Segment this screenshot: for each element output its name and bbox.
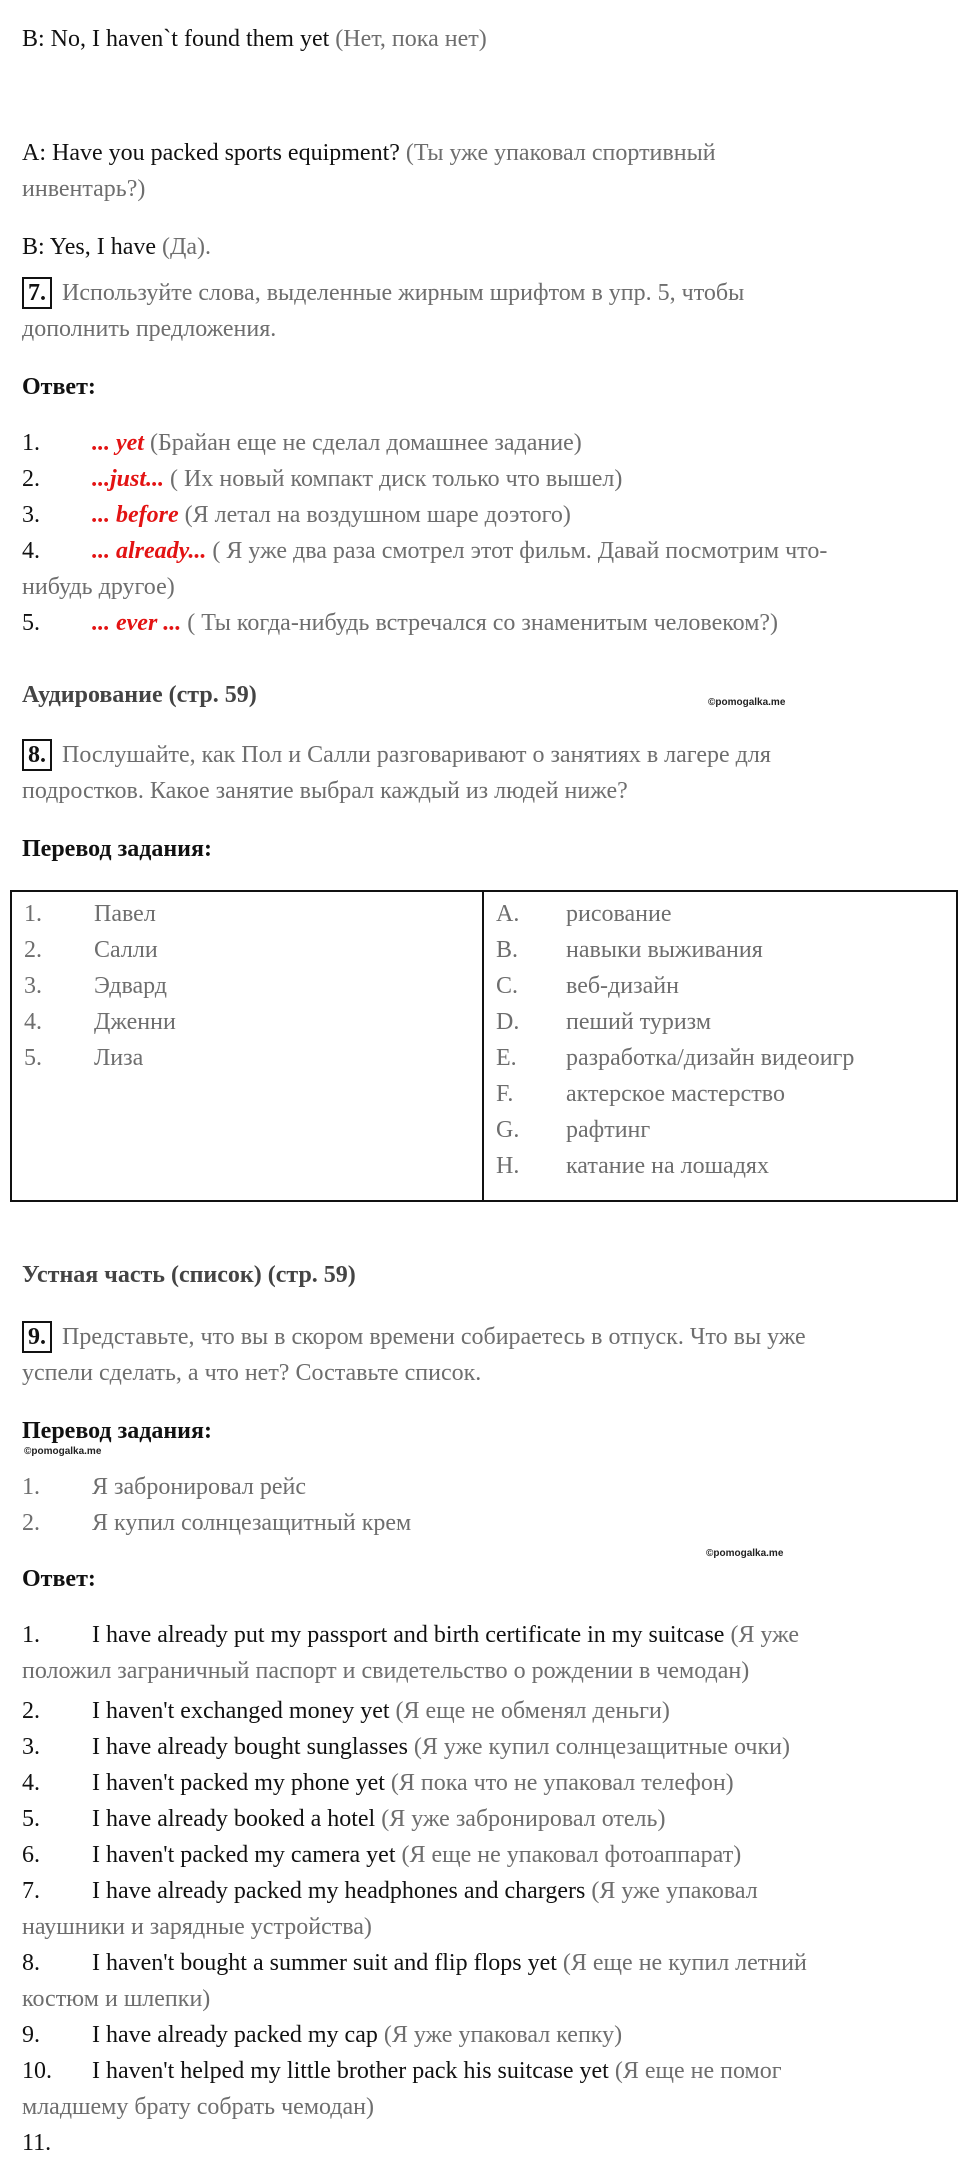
- dialog-a-en: A: Have you packed sports equipment?: [22, 140, 400, 166]
- person-row: [12, 1040, 482, 1076]
- activity-row: [484, 932, 956, 968]
- ex7-item-3: [22, 498, 571, 532]
- answer-number: 4.: [22, 1770, 40, 1796]
- item-number: 5.: [22, 610, 40, 636]
- item-number: 3.: [22, 502, 40, 528]
- item-number: 1.: [22, 430, 40, 456]
- dialog-b2-en: B: Yes, I have: [22, 234, 157, 260]
- person-name: Лиза: [94, 1045, 144, 1071]
- answer-number: 1.: [22, 1622, 40, 1648]
- ex9-answer-label: Ответ:: [22, 1566, 96, 1592]
- dialog-a-ru: (Ты уже упаковал спортивный: [405, 140, 716, 166]
- answer-en: I have already packed my headphones and chargers: [92, 1878, 586, 1904]
- answer-ru: (Я пока что не упаковал телефон): [390, 1770, 734, 1796]
- activity-row: [484, 896, 956, 932]
- people-column: [11, 891, 483, 1201]
- ex7-instruction-line: [22, 276, 744, 310]
- answer-ru: (Я еще не купил летний: [562, 1950, 807, 1976]
- ex9-translation-item-2: [22, 1506, 411, 1540]
- answer-en: I have already booked a hotel: [92, 1806, 376, 1832]
- person-name: Павел: [94, 901, 156, 927]
- activity-row: [484, 1040, 956, 1076]
- ex9-answer-7: [22, 1874, 758, 1908]
- activity-name: веб-дизайн: [566, 973, 679, 999]
- ex9-answer-10: [22, 2054, 782, 2088]
- ex9-answer-5: [22, 1802, 665, 1836]
- answer-number: 10.: [22, 2058, 52, 2084]
- activity-letter: C.: [496, 973, 519, 999]
- person-number: 4.: [24, 1009, 42, 1035]
- activity-letter: F.: [496, 1081, 514, 1107]
- listening-heading: Аудирование (стр. 59): [22, 682, 257, 708]
- watermark: ©pomogalka.me: [24, 1446, 102, 1457]
- ex9-translation-label: Перевод задания:: [22, 1418, 212, 1444]
- answer-en: I haven't helped my little brother pack his suitcase yet: [92, 2058, 609, 2084]
- item-translation: (Я летал на воздушном шаре доэтого): [184, 502, 571, 528]
- ex7-number-box: 7.: [22, 277, 52, 309]
- person-number: 2.: [24, 937, 42, 963]
- ex9-answer-8: [22, 1946, 807, 1980]
- answer-en: I haven't bought a summer suit and flip flops yet: [92, 1950, 557, 1976]
- activity-letter: G.: [496, 1117, 520, 1143]
- ex9-answer-11: [22, 2126, 92, 2160]
- activity-row: [484, 1112, 956, 1148]
- item-number: 2.: [22, 466, 40, 492]
- watermark: ©pomogalka.me: [706, 1548, 784, 1559]
- person-row: [12, 968, 482, 1004]
- watermark: ©pomogalka.me: [708, 697, 786, 708]
- answer-en: I have already put my passport and birth certificate in my suitcase: [92, 1622, 725, 1648]
- person-number: 3.: [24, 973, 42, 999]
- answer-en: I have already bought sunglasses: [92, 1734, 408, 1760]
- activity-row: [484, 1004, 956, 1040]
- dialog-b-line: [22, 22, 487, 56]
- item-number: 2.: [22, 1510, 40, 1536]
- activity-letter: A.: [496, 901, 520, 927]
- activity-letter: B.: [496, 937, 519, 963]
- answer-ru: (Я уже забронировал отель): [381, 1806, 666, 1832]
- answer-en: I haven't packed my camera yet: [92, 1842, 396, 1868]
- answer-ru: (Я уже купил солнцезащитные очки): [413, 1734, 790, 1760]
- ex8-number-box: 8.: [22, 739, 52, 771]
- activity-name: разработка/дизайн видеоигр: [566, 1045, 855, 1071]
- person-row: [12, 932, 482, 968]
- dialog-b-ru: (Нет, пока нет): [335, 26, 487, 52]
- answer-word: ... yet: [92, 430, 144, 456]
- ex7-item-5: [22, 606, 778, 640]
- ex9-instruction: Представьте, что вы в скором времени собираетесь в отпуск. Что вы уже: [62, 1324, 806, 1350]
- ex9-answer-7-cont: наушники и зарядные устройства): [22, 1914, 372, 1940]
- dialog-b2-ru: (Да).: [162, 234, 212, 260]
- answer-ru: (Я еще не обменял деньги): [395, 1698, 670, 1724]
- person-row: [12, 896, 482, 932]
- activity-letter: E.: [496, 1045, 517, 1071]
- ex7-item-2: [22, 462, 622, 496]
- answer-en: I have already packed my cap: [92, 2022, 378, 2048]
- answer-number: 11.: [22, 2130, 52, 2156]
- item-text: Я забронировал рейс: [92, 1474, 307, 1500]
- answer-ru: (Я уже упаковал кепку): [383, 2022, 623, 2048]
- answer-number: 3.: [22, 1734, 40, 1760]
- dialog-a-line: [22, 136, 716, 170]
- ex8-instruction: Послушайте, как Пол и Салли разговаривают о занятиях в лагере для: [62, 742, 771, 768]
- answer-number: 7.: [22, 1878, 40, 1904]
- answer-number: 6.: [22, 1842, 40, 1868]
- ex9-answer-1-cont: положил заграничный паспорт и свидетельство о рождении в чемодан): [22, 1658, 750, 1684]
- ex9-answer-10-cont: младшему брату собрать чемодан): [22, 2094, 375, 2120]
- answer-number: 2.: [22, 1698, 40, 1724]
- ex9-instruction-line: [22, 1320, 806, 1354]
- ex7-item-1: [22, 426, 582, 460]
- item-translation: ( Я уже два раза смотрел этот фильм. Давай посмотрим что-: [212, 538, 828, 564]
- ex8-instruction-cont: подростков. Какое занятие выбрал каждый из людей ниже?: [22, 778, 628, 804]
- answer-ru: (Я еще не упаковал фотоаппарат): [401, 1842, 742, 1868]
- answer-number: 5.: [22, 1806, 40, 1832]
- ex9-answer-8-cont: костюм и шлепки): [22, 1986, 211, 2012]
- answer-ru: (Я еще не помог: [614, 2058, 782, 2084]
- ex9-instruction-cont: успели сделать, а что нет? Составьте список.: [22, 1360, 482, 1386]
- ex7-instruction-cont: дополнить предложения.: [22, 316, 277, 342]
- answer-number: 8.: [22, 1950, 40, 1976]
- activity-letter: D.: [496, 1009, 520, 1035]
- answer-word: ... already...: [92, 538, 207, 564]
- person-row: [12, 1004, 482, 1040]
- ex7-instruction: Используйте слова, выделенные жирным шрифтом в упр. 5, чтобы: [62, 280, 745, 306]
- item-number: 1.: [22, 1474, 40, 1500]
- ex8-translation-label: Перевод задания:: [22, 836, 212, 862]
- activity-name: навыки выживания: [566, 937, 763, 963]
- item-translation: ( Ты когда-нибудь встречался со знаменитым человеком?): [187, 610, 779, 636]
- answer-ru: (Я уже упаковал: [591, 1878, 758, 1904]
- ex9-translation-item-1: [22, 1470, 306, 1504]
- ex9-answer-6: [22, 1838, 741, 1872]
- answer-en: I haven't packed my phone yet: [92, 1770, 385, 1796]
- activity-name: катание на лошадях: [566, 1153, 769, 1179]
- answer-number: 9.: [22, 2022, 40, 2048]
- item-number: 4.: [22, 538, 40, 564]
- answer-ru: (Я уже: [730, 1622, 800, 1648]
- item-translation: (Брайан еще не сделал домашнее задание): [149, 430, 582, 456]
- item-text: Я купил солнцезащитный крем: [92, 1510, 412, 1536]
- answer-word: ... ever ...: [92, 610, 182, 636]
- activity-name: рисование: [566, 901, 672, 927]
- answer-en: I haven't exchanged money yet: [92, 1698, 390, 1724]
- ex9-answer-1: [22, 1618, 799, 1652]
- activity-name: пеший туризм: [566, 1009, 712, 1035]
- dialog-a-ru-cont: инвентарь?): [22, 176, 146, 202]
- person-name: Эдвард: [94, 973, 168, 999]
- person-number: 5.: [24, 1045, 42, 1071]
- ex9-answer-4: [22, 1766, 734, 1800]
- activity-row: [484, 1148, 956, 1184]
- activity-row: [484, 968, 956, 1004]
- person-number: 1.: [24, 901, 42, 927]
- ex9-answer-9: [22, 2018, 622, 2052]
- answer-word: ...just...: [92, 466, 165, 492]
- matching-table: [10, 890, 958, 1202]
- ex9-answer-2: [22, 1694, 670, 1728]
- speaking-heading: Устная часть (список) (стр. 59): [22, 1262, 356, 1288]
- ex8-instruction-line: [22, 738, 771, 772]
- ex7-item-4: [22, 534, 827, 568]
- dialog-b-en: B: No, I haven`t found them yet: [22, 26, 330, 52]
- dialog-b2-line: [22, 230, 211, 264]
- person-name: Салли: [94, 937, 158, 963]
- activity-row: [484, 1076, 956, 1112]
- item-translation: ( Их новый компакт диск только что вышел): [170, 466, 623, 492]
- activity-letter: H.: [496, 1153, 520, 1179]
- ex7-answer-label: Ответ:: [22, 374, 96, 400]
- ex7-item-4-cont: нибудь другое): [22, 574, 175, 600]
- ex9-answer-3: [22, 1730, 790, 1764]
- activity-name: рафтинг: [566, 1117, 651, 1143]
- ex9-number-box: 9.: [22, 1321, 52, 1353]
- person-name: Дженни: [94, 1009, 176, 1035]
- answer-word: ... before: [92, 502, 179, 528]
- activities-column: [483, 891, 957, 1201]
- activity-name: актерское мастерство: [566, 1081, 785, 1107]
